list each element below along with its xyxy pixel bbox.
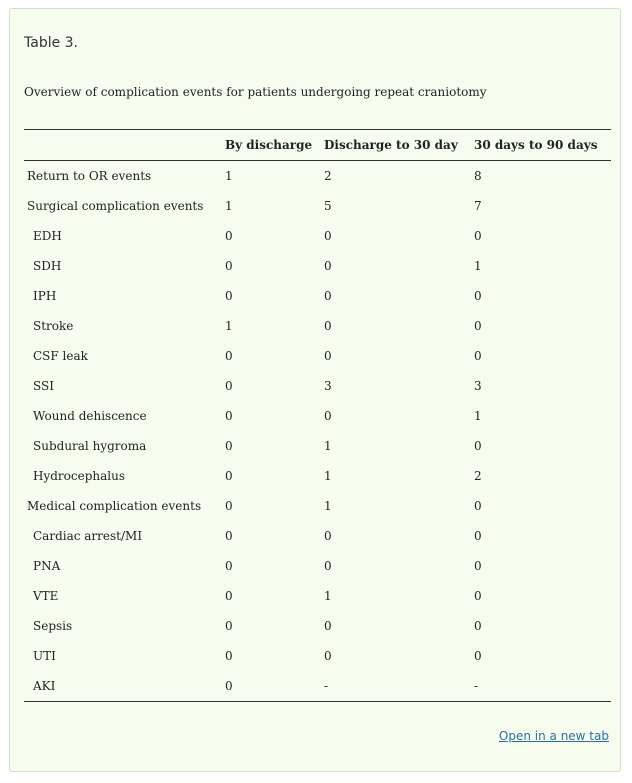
cell-by-discharge: 0: [225, 499, 233, 513]
row-label: VTE: [33, 589, 59, 603]
cell-30-to-90: 0: [474, 589, 482, 603]
header-empty: [24, 130, 225, 161]
cell-by-discharge: 0: [225, 649, 233, 663]
cell-discharge-to-30: 0: [324, 559, 332, 573]
cell-by-discharge: 0: [225, 619, 233, 633]
row-label: PNA: [33, 559, 61, 573]
cell-30-to-90: 0: [474, 439, 482, 453]
row-label: EDH: [33, 229, 62, 243]
table-row: [24, 431, 611, 461]
table-row: [24, 461, 611, 491]
table-label: Table 3.: [24, 35, 79, 51]
cell-30-to-90: 0: [474, 289, 482, 303]
row-label: SSI: [33, 379, 54, 393]
table-row: [24, 341, 611, 371]
header-discharge-to-30-day: Discharge to 30 day: [324, 138, 458, 152]
cell-by-discharge: 0: [225, 529, 233, 543]
table-row: [24, 521, 611, 551]
cell-30-to-90: 1: [474, 259, 482, 273]
table-row: [24, 221, 611, 251]
table-row: [24, 551, 611, 581]
cell-by-discharge: 0: [225, 559, 233, 573]
cell-discharge-to-30: 0: [324, 649, 332, 663]
table-row: [24, 251, 611, 281]
cell-discharge-to-30: 1: [324, 439, 332, 453]
row-label: Stroke: [33, 319, 74, 333]
header-30-to-90-days: 30 days to 90 days: [474, 138, 598, 152]
cell-by-discharge: 1: [225, 319, 233, 333]
cell-30-to-90: 8: [474, 169, 482, 183]
cell-discharge-to-30: 0: [324, 409, 332, 423]
table-row: [24, 401, 611, 431]
table-row: [24, 161, 611, 192]
cell-30-to-90: 0: [474, 529, 482, 543]
cell-discharge-to-30: 1: [324, 469, 332, 483]
cell-30-to-90: 0: [474, 349, 482, 363]
cell-30-to-90: -: [474, 679, 479, 693]
cell-by-discharge: 1: [225, 199, 233, 213]
cell-30-to-90: 2: [474, 469, 482, 483]
cell-by-discharge: 0: [225, 379, 233, 393]
cell-by-discharge: 0: [225, 469, 233, 483]
row-label: Medical complication events: [27, 499, 202, 513]
cell-discharge-to-30: 0: [324, 229, 332, 243]
cell-discharge-to-30: 1: [324, 589, 332, 603]
table-row: [24, 281, 611, 311]
cell-30-to-90: 0: [474, 559, 482, 573]
row-label: Return to OR events: [27, 169, 152, 183]
cell-discharge-to-30: 5: [324, 199, 332, 213]
table-row: [24, 611, 611, 641]
cell-by-discharge: 1: [225, 169, 233, 183]
row-label: UTI: [33, 649, 56, 663]
complications-table: [24, 129, 611, 702]
table-row: [24, 371, 611, 401]
table-row: [24, 641, 611, 671]
cell-discharge-to-30: 1: [324, 499, 332, 513]
cell-30-to-90: 0: [474, 499, 482, 513]
cell-by-discharge: 0: [225, 439, 233, 453]
cell-discharge-to-30: 2: [324, 169, 332, 183]
row-label: CSF leak: [33, 349, 88, 363]
open-in-new-tab-link[interactable]: Open in a new tab: [498, 729, 609, 743]
row-label: Cardiac arrest/MI: [33, 529, 143, 543]
cell-30-to-90: 0: [474, 229, 482, 243]
table-row: [24, 311, 611, 341]
row-label: SDH: [33, 259, 62, 273]
row-label: AKI: [33, 679, 56, 693]
row-label: Sepsis: [33, 619, 73, 633]
cell-by-discharge: 0: [225, 289, 233, 303]
cell-by-discharge: 0: [225, 229, 233, 243]
cell-30-to-90: 0: [474, 319, 482, 333]
table-row: [24, 671, 611, 702]
row-label: Surgical complication events: [27, 199, 204, 213]
cell-discharge-to-30: -: [324, 679, 329, 693]
cell-30-to-90: 3: [474, 379, 482, 393]
table-panel: [9, 8, 621, 772]
row-label: Wound dehiscence: [33, 409, 147, 423]
cell-by-discharge: 0: [225, 679, 233, 693]
table-row: [24, 191, 611, 221]
cell-30-to-90: 1: [474, 409, 482, 423]
table-row: [24, 581, 611, 611]
cell-30-to-90: 0: [474, 649, 482, 663]
cell-discharge-to-30: 0: [324, 289, 332, 303]
table-title: Overview of complication events for patients undergoing repeat craniotomy: [24, 85, 487, 99]
cell-discharge-to-30: 0: [324, 619, 332, 633]
cell-by-discharge: 0: [225, 259, 233, 273]
cell-30-to-90: 7: [474, 199, 482, 213]
cell-by-discharge: 0: [225, 409, 233, 423]
cell-discharge-to-30: 0: [324, 319, 332, 333]
table-header-row: [24, 130, 611, 161]
cell-by-discharge: 0: [225, 589, 233, 603]
row-label: Subdural hygroma: [33, 439, 147, 453]
table-row: [24, 491, 611, 521]
cell-discharge-to-30: 0: [324, 529, 332, 543]
header-by-discharge: By discharge: [225, 138, 313, 152]
cell-discharge-to-30: 0: [324, 259, 332, 273]
row-label: IPH: [33, 289, 57, 303]
cell-discharge-to-30: 0: [324, 349, 332, 363]
row-label: Hydrocephalus: [33, 469, 125, 483]
cell-by-discharge: 0: [225, 349, 233, 363]
cell-30-to-90: 0: [474, 619, 482, 633]
cell-discharge-to-30: 3: [324, 379, 332, 393]
